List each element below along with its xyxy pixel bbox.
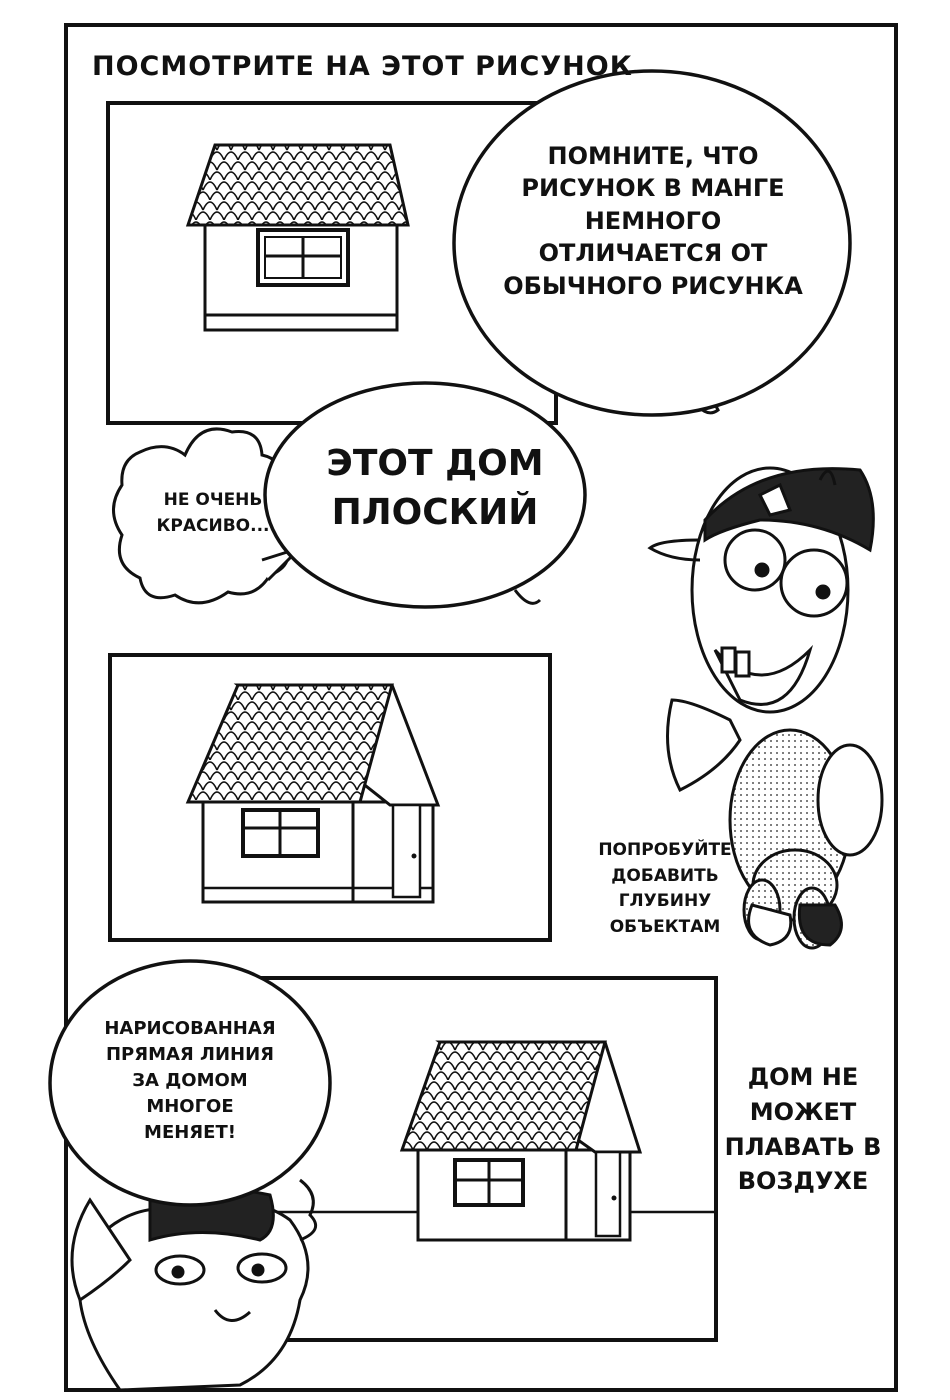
balloon-not-pretty-text: НЕ ОЧЕНЬ КРАСИВО... — [156, 490, 270, 536]
grounded-house-drawing — [402, 1042, 640, 1240]
flat-house-drawing — [188, 145, 408, 330]
page-title: ПОСМОТРИТЕ НА ЭТОТ РИСУНОК — [92, 51, 633, 82]
note-add-depth: ПОПРОБУЙТЕ ДОБАВИТЬ ГЛУБИНУ ОБЪЕКТАМ — [598, 840, 732, 937]
balloon-remember-text: ПОМНИТЕ, ЧТО РИСУНОК В МАНГЕ НЕМНОГО ОТЛИЧАЕТСЯ ОТ ОБЫЧНОГО РИСУНКА — [503, 142, 803, 300]
character-rabbit — [72, 1180, 316, 1390]
note-cannot-float: ДОМ НЕ МОЖЕТ ПЛАВАТЬ В ВОЗДУХЕ — [724, 1063, 882, 1196]
balloon-flat-house-text: ЭТОТ ДОМ ПЛОСКИЙ — [326, 443, 544, 533]
depth-house-drawing — [188, 685, 438, 902]
balloon-flat-house-tail — [515, 590, 540, 603]
balloon-line-behind-text: НАРИСОВАННАЯ ПРЯМАЯ ЛИНИЯ ЗА ДОМОМ МНОГОЕ МЕНЯЕТ! — [104, 1018, 276, 1144]
